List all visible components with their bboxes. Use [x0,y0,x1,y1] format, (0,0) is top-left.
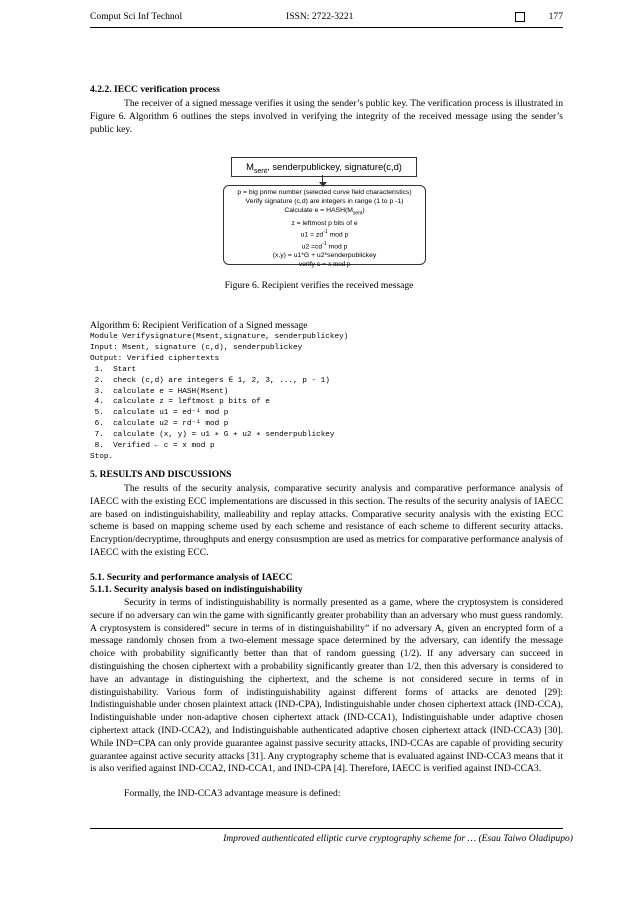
checkbox-glyph-icon [515,12,525,22]
figure-line-7: (x,y) = u1*G + u2*senderpublickey [272,252,377,260]
algorithm-line: 2. check (c,d) are integers ∈ 1, 2, 3, ..., p - 1) [90,376,330,385]
algorithm-line: 7. calculate (x, y) = u1 ∗ G + u2 ∗ senderpublickey [90,431,335,440]
algorithm-title: Algorithm 6: Recipient Verification of a Signed message [90,320,308,331]
running-header [90,11,563,25]
issn: ISSN: 2722-3221 [286,11,354,22]
section-5-paragraph: The results of the security analysis, comparative security analysis and comparative performance analysis of IAECC with the existing ECC implementations are discussed in this section. The results of the security analysis of IAECC are based on indistinguishability, malleability and replay attacks. Comparative security analysis with the existing ECC scheme is based on mapping scheme used by each scheme and resistance of each scheme to different security attacks. Encryption/decryptime, throughputs and energy consusmption are used as metrics for comparative performance analysis of IAECC with the existing ECC. [90,483,563,558]
section-51-heading: 5.1. Security and performance analysis of IAECC [90,572,293,583]
figure-line-3: Calculate $e = HASH(M_{sent})$ [284,207,365,217]
figure-line-2: Verify signature (c,d) are integers in range (1 to p -1) [245,198,404,206]
section-422-heading: 4.2.2. IECC verification process [90,84,220,95]
header-rule [90,27,563,28]
figure-caption: Figure 6. Recipient verifies the received message [224,280,414,291]
algorithm-line: 8. Verified ← c = x mod p [90,442,215,451]
figure-line-6: $u2 =cd^{-1}$ mod p [301,240,348,250]
section-511-paragraph-2: Formally, the IND-CCA3 advantage measure is defined: [124,788,341,799]
section-422-paragraph: The receiver of a signed message verifies it using the sender’s public key. The verification process is illustrated in Figure 6. Algorithm 6 outlines the steps involved in verifying the integrity of the received message using the sender’s public key. [90,98,563,135]
running-footer: Improved authenticated elliptic curve cryptography scheme for … (Esau Taiwo Oladipupo) [223,833,573,844]
figure-line-1: p = big prime number (selected curve field characteristics) [237,189,412,196]
algorithm-line: 3. calculate e = HASH(Msent) [90,387,229,396]
figure-line-5: $u1 = zd^{-1}$ mod p [300,229,349,239]
algorithm-line: Output: Verified ciphertexts [90,354,220,363]
algorithm-line: 4. calculate z = leftmost p bits of e [90,398,270,407]
section-511-heading: 5.1.1. Security analysis based on indistinguishability [90,584,303,595]
algorithm-code [90,332,348,463]
algorithm-line: 1. Start [90,365,137,374]
algorithm-line: 6. calculate u2 = rd⁻¹ mod p [90,420,229,429]
section-511-paragraph: Security in terms of indistinguishability is normally presented as a game, where the cryptosystem is considered secure if no adversary can win the game with significantly greater probability than an adversary who must guess randomly. A cryptosystem is considered” secure in terms of in distinguishability” if no adversary A, given an encrypted form of a message randomly chosen from a two-element message space determined by the adversary, can identify the message choice with probability significantly better than that of random guessing (1/2). If any adversary can succeed in distinguishing the chosen ciphertext with a probability significantly greater than 1/2, then this adversary is considered to have an advantage in distinguishing the ciphertext, and the scheme is not considered secure in terms of in distinguishability. Various form of indistinguishability against different forms of attacks are denoted [29]: Indistinguishable under chosen plaintext attack (IND-CPA), Indistinguishable under chosen ciphertext attack (IND-CCA), Indistinguishable under non-adaptive chosen ciphertext attack (IND-CCA1), Indistinguishable under adaptive chosen ciphertext attack (IND-CCA2), and Indistinguishable authenticated adaptive chosen ciphertext attack (IND-CCA3) [30]. While IND=CPA can only provide guarantee against passive security attacks, IND-CCAs are capable of providing security guarantee against active security attacks [31]. Any cryptography scheme that is evaluated against IND-CCA3 means that it is also verified against IND-CCA2, IND-CCA1, and IND-CPA [4]. Therefore, IAECC is verified against IND-CCA3. [90,597,563,775]
figure-process-box [223,185,426,269]
algorithm-line: 5. calculate u1 = ed⁻¹ mod p [90,409,229,418]
footer-rule [90,828,563,829]
algorithm-line: Stop. [90,452,114,461]
algorithm-line: Module Verifysignature(Msent,signature, senderpublickey) [90,333,349,341]
page-number: 177 [548,11,563,22]
figure-line-8: verify c = x mod p [298,261,351,269]
figure-line-4: z = leftmost p bits of e [291,219,358,227]
figure-input-box: $M_{sent}$, senderpublickey, signature(c,d) [231,157,417,177]
algorithm-line: Input: Msent, signature (c,d), senderpublickey [90,343,303,352]
section-5-heading: 5. RESULTS AND DISCUSSIONS [90,469,232,480]
journal-name: Comput Sci Inf Technol [90,11,183,22]
